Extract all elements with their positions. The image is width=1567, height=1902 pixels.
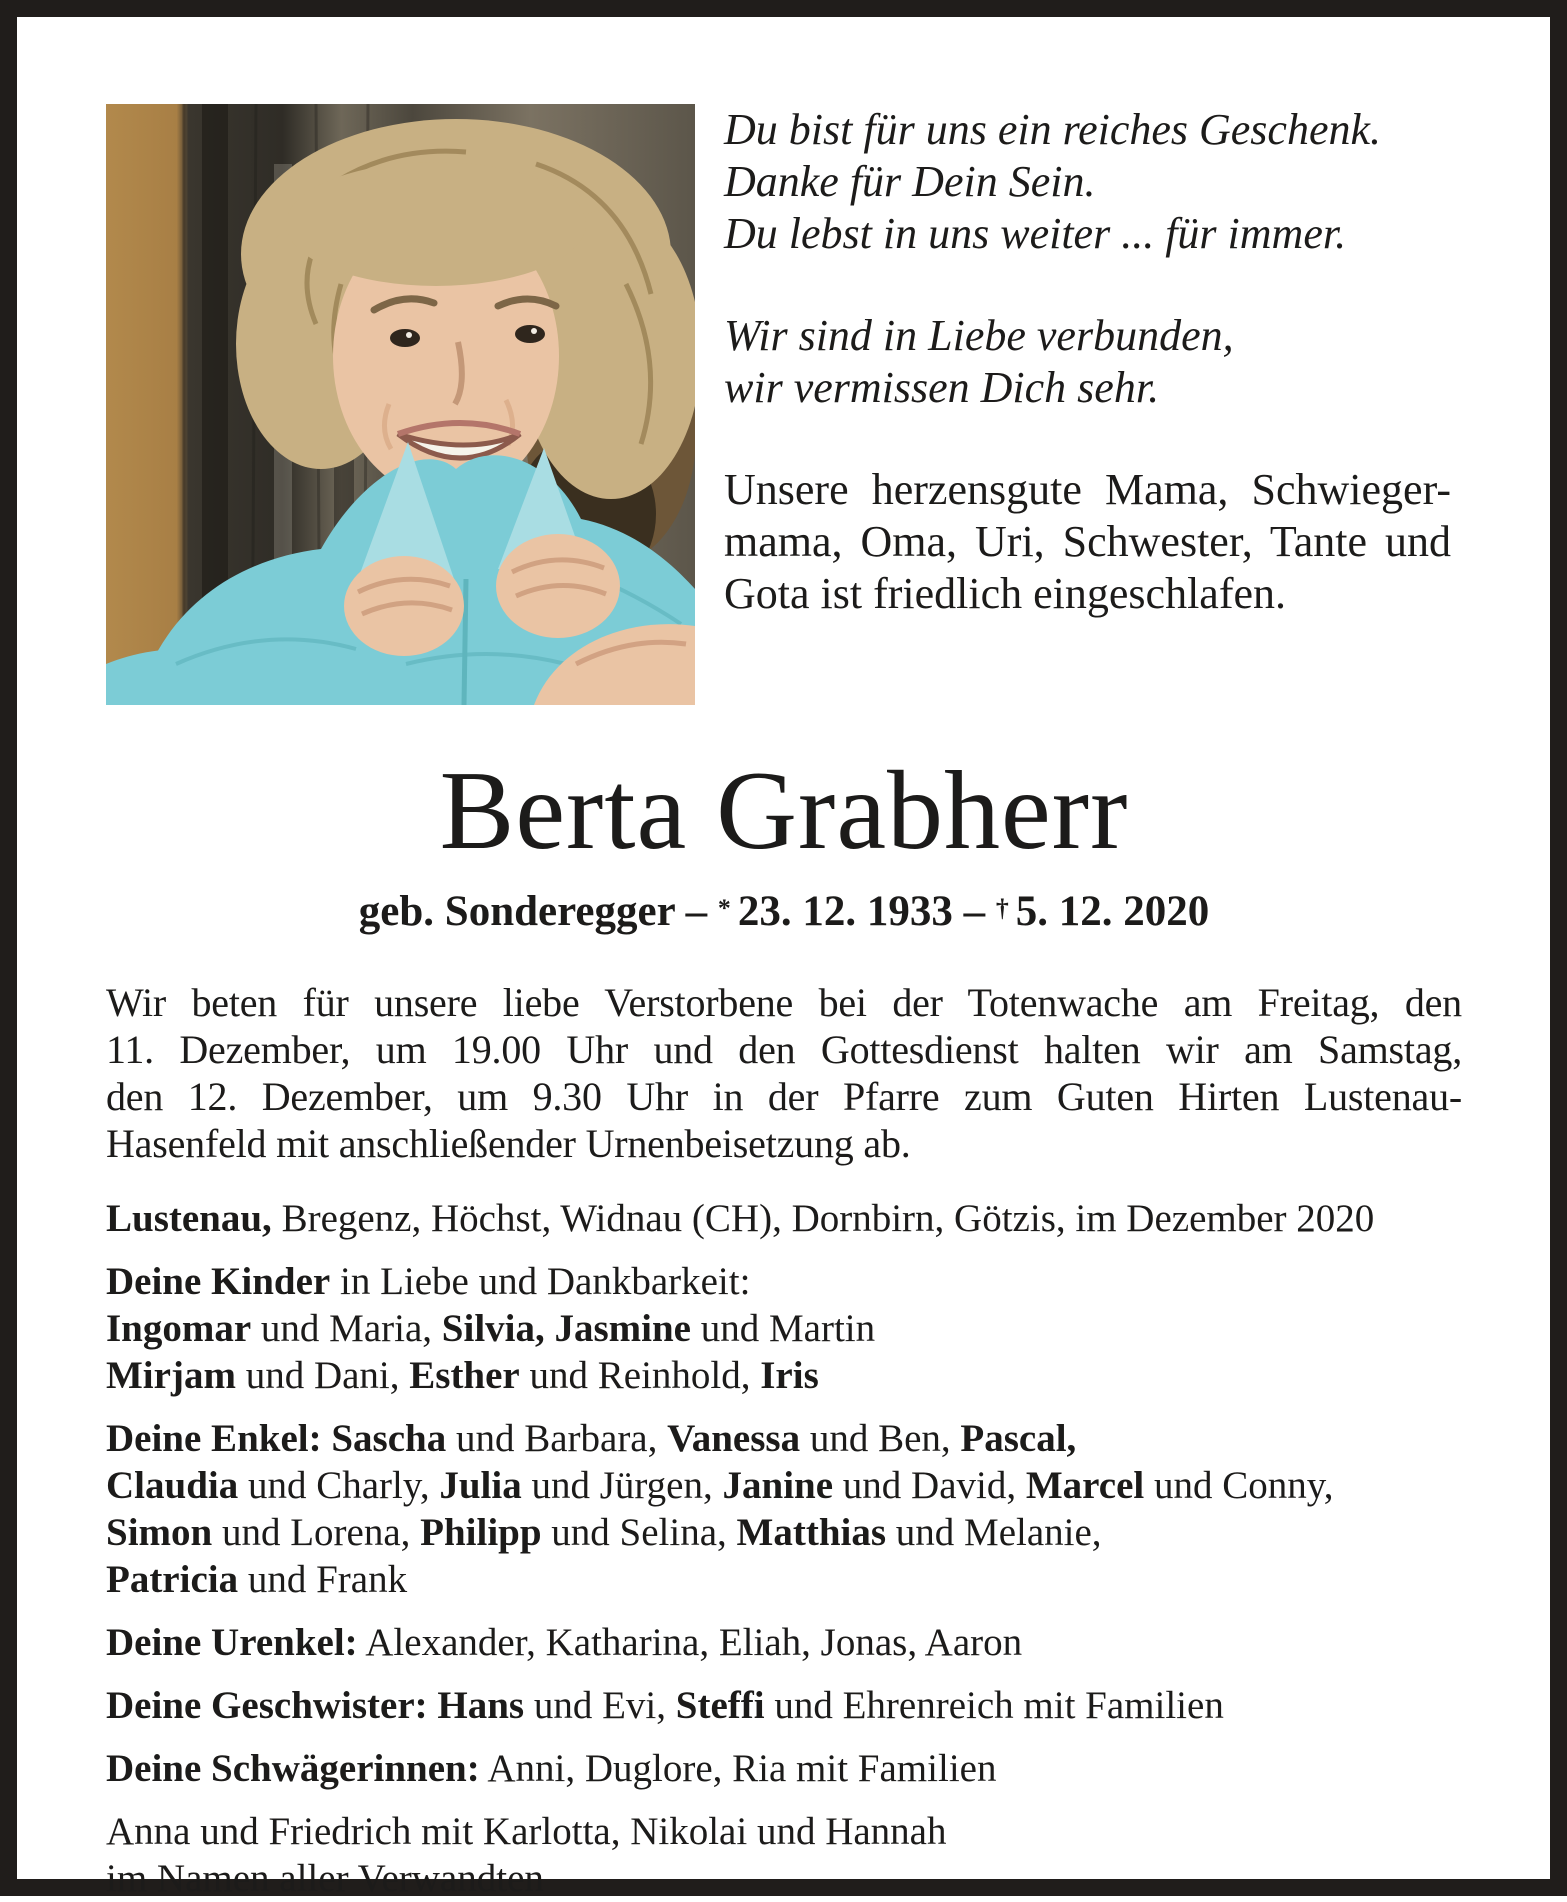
deceased-name: Berta Grabherr — [439, 749, 1129, 873]
birth-death-line: geb. Sonderegger – * 23. 12. 1933 – † 5. 12. 2020 — [358, 888, 1210, 935]
announcement-line: mama, Oma, Uri, Schwester, Tante und — [724, 517, 1451, 566]
birth-date: 23. 12. 1933 — [737, 888, 953, 935]
closing-block — [106, 1808, 1462, 1902]
places-and-date-line: Lustenau, Bregenz, Höchst, Widnau (CH), Dornbirn, Götzis, im Dezember 2020 — [106, 1197, 1375, 1240]
verse-line: Danke für Dein Sein. — [724, 157, 1096, 206]
siblings-line: Deine Geschwister: Hans und Evi, Steffi und Ehrenreich mit Familien — [106, 1684, 1224, 1727]
service-line: 11. Dezember, um 19.00 Uhr und den Gottesdienst halten wir am Samstag, — [106, 1027, 1462, 1072]
service-information — [106, 979, 1462, 1167]
maiden-name: geb. Sonderegger — [358, 888, 675, 935]
grandchildren-line: Deine Enkel: Sascha und Barbara, Vanessa und Ben, Pascal, — [106, 1417, 1077, 1460]
children-line: Ingomar und Maria, Silvia, Jasmine und Martin — [106, 1307, 876, 1350]
verse-line: Du bist für uns ein reiches Geschenk. — [724, 105, 1382, 154]
service-line: Hasenfeld mit anschließender Urnenbeisetzung ab. — [106, 1121, 911, 1166]
death-cross-symbol: † — [995, 893, 1009, 922]
announcement-line: Unsere herzensgute Mama, Schwieger- — [724, 465, 1451, 514]
grandchildren-line: Simon und Lorena, Philipp und Selina, Matthias und Melanie, — [106, 1511, 1102, 1554]
verse-and-announcement — [724, 104, 1451, 620]
memorial-verse-stanza-1 — [724, 104, 1451, 260]
children-line: Mirjam und Dani, Esther und Reinhold, Iris — [106, 1354, 819, 1397]
announcement-line: Gota ist friedlich eingeschlafen. — [724, 569, 1287, 618]
memorial-verse-stanza-2 — [724, 310, 1451, 414]
children-header: Deine Kinder in Liebe und Dankbarkeit: — [106, 1260, 751, 1303]
grandchildren-line: Patricia und Frank — [106, 1558, 408, 1601]
service-line: den 12. Dezember, um 9.30 Uhr in der Pfarre zum Guten Hirten Lustenau- — [106, 1074, 1462, 1119]
closing-line: im Namen aller Verwandten — [106, 1857, 544, 1900]
death-announcement — [724, 464, 1451, 620]
closing-line: Anna und Friedrich mit Karlotta, Nikolai und Hannah — [106, 1810, 947, 1853]
death-date: 5. 12. 2020 — [1015, 888, 1210, 935]
birth-star-symbol: * — [717, 893, 731, 922]
portrait-photo — [106, 104, 695, 705]
grandchildren-line: Claudia und Charly, Julia und Jürgen, Janine und David, Marcel und Conny, — [106, 1464, 1334, 1507]
service-line: Wir beten für unsere liebe Verstorbene bei der Totenwache am Freitag, den — [106, 980, 1462, 1025]
obituary-content — [106, 104, 1462, 1902]
great-grandchildren-line: Deine Urenkel: Alexander, Katharina, Eliah, Jonas, Aaron — [106, 1621, 1023, 1664]
deceased-name-block — [106, 749, 1462, 937]
sisters-in-law-line: Deine Schwägerinnen: Anni, Duglore, Ria mit Familien — [106, 1747, 997, 1790]
children-block — [106, 1258, 1462, 1399]
verse-line: Du lebst in uns weiter ... für immer. — [724, 209, 1347, 258]
grandchildren-block — [106, 1415, 1462, 1603]
verse-line: wir vermissen Dich sehr. — [724, 363, 1160, 412]
top-section — [106, 104, 1462, 705]
verse-line: Wir sind in Liebe verbunden, — [724, 311, 1234, 360]
